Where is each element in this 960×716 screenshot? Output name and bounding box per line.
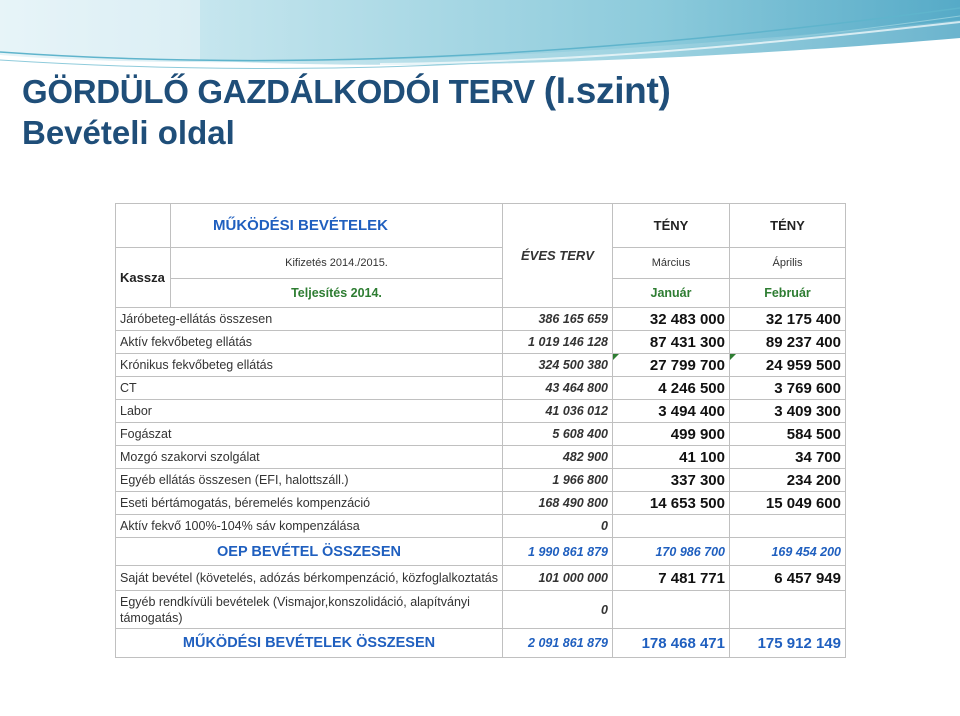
- row-value-col2-text: 24 959 500: [765, 356, 841, 374]
- slide-title-main: GÖRDÜLŐ GAZDÁLKODÓI TERV: [22, 73, 535, 110]
- row-label: Járóbeteg-ellátás összesen: [116, 308, 503, 331]
- row-plan-value: 1 966 800: [503, 469, 613, 492]
- table-row: [116, 354, 846, 377]
- comment-marker-icon: [730, 354, 736, 360]
- slide-title: [22, 70, 671, 112]
- header-col1-teny: TÉNY: [613, 204, 730, 248]
- row-value-col1: 32 483 000: [613, 308, 730, 331]
- table-row: [116, 331, 846, 354]
- row-value-col2: 32 175 400: [730, 308, 846, 331]
- header-blank-cell: [116, 204, 171, 248]
- grand-total-plan: 2 091 861 879: [503, 629, 613, 658]
- oep-total-plan: 1 990 861 879: [503, 538, 613, 566]
- row-label: Krónikus fekvőbeteg ellátás: [116, 354, 503, 377]
- grand-total-row: [116, 629, 846, 658]
- row-plan-value: 168 490 800: [503, 492, 613, 515]
- row-value-col2: 15 049 600: [730, 492, 846, 515]
- header-col2-teny: TÉNY: [730, 204, 846, 248]
- sajat-bevetel-row: [116, 566, 846, 591]
- grand-total-col2: 175 912 149: [730, 629, 846, 658]
- row-plan-value: 5 608 400: [503, 423, 613, 446]
- header-teljesites: Teljesítés 2014.: [171, 279, 503, 308]
- table-row: [116, 308, 846, 331]
- oep-total-label: OEP BEVÉTEL ÖSSZESEN: [116, 538, 503, 566]
- row-label: Aktív fekvőbeteg ellátás: [116, 331, 503, 354]
- row-value-col2: 34 700: [730, 446, 846, 469]
- revenue-table: [115, 203, 846, 658]
- table-row: [116, 492, 846, 515]
- table-row: [116, 377, 846, 400]
- sajat-bevetel-col2: 6 457 949: [730, 566, 846, 591]
- row-label: Mozgó szakorvi szolgálat: [116, 446, 503, 469]
- row-value-col2: 89 237 400: [730, 331, 846, 354]
- header-col1-teljesites: Január: [613, 279, 730, 308]
- header-col2-teljesites: Február: [730, 279, 846, 308]
- row-plan-value: 482 900: [503, 446, 613, 469]
- row-label: CT: [116, 377, 503, 400]
- row-value-col2: [730, 354, 846, 377]
- row-value-col2: 3 409 300: [730, 400, 846, 423]
- oep-total-row: [116, 538, 846, 566]
- header-kifizetes: Kifizetés 2014./2015.: [171, 248, 503, 279]
- row-plan-value: 324 500 380: [503, 354, 613, 377]
- table-row: [116, 423, 846, 446]
- row-label: Fogászat: [116, 423, 503, 446]
- comment-marker-icon: [613, 354, 619, 360]
- oep-total-col2: 169 454 200: [730, 538, 846, 566]
- row-plan-value: 0: [503, 515, 613, 538]
- row-value-col2: [730, 515, 846, 538]
- egyeb-bevetel-plan: 0: [503, 591, 613, 629]
- row-label: Eseti bértámogatás, béremelés kompenzáció: [116, 492, 503, 515]
- row-value-col1: 87 431 300: [613, 331, 730, 354]
- row-value-col2: 3 769 600: [730, 377, 846, 400]
- row-value-col1: 41 100: [613, 446, 730, 469]
- egyeb-bevetel-col1: [613, 591, 730, 629]
- revenue-table-container: [115, 203, 846, 658]
- row-plan-value: 1 019 146 128: [503, 331, 613, 354]
- header-col2-month: Április: [730, 248, 846, 279]
- row-value-col1: 4 246 500: [613, 377, 730, 400]
- row-value-col1: [613, 354, 730, 377]
- sajat-bevetel-label: Saját bevétel (követelés, adózás bérkompenzáció, közfoglalkoztatás: [116, 566, 503, 591]
- egyeb-bevetel-col2: [730, 591, 846, 629]
- sajat-bevetel-col1: 7 481 771: [613, 566, 730, 591]
- header-main-title: MŰKÖDÉSI BEVÉTELEK: [171, 204, 503, 248]
- row-label: Aktív fekvő 100%-104% sáv kompenzálása: [116, 515, 503, 538]
- sajat-bevetel-plan: 101 000 000: [503, 566, 613, 591]
- header-col1-month: Március: [613, 248, 730, 279]
- slide-title-suffix: (I.szint): [543, 70, 671, 111]
- row-value-col1: [613, 515, 730, 538]
- row-value-col2: 584 500: [730, 423, 846, 446]
- row-value-col2: 234 200: [730, 469, 846, 492]
- row-plan-value: 43 464 800: [503, 377, 613, 400]
- table-row: [116, 469, 846, 492]
- row-value-col1-text: 27 799 700: [649, 356, 725, 374]
- table-row: [116, 446, 846, 469]
- slide-subtitle: Bevételi oldal: [22, 114, 235, 151]
- row-plan-value: 386 165 659: [503, 308, 613, 331]
- egyeb-bevetel-row: [116, 591, 846, 629]
- table-row: [116, 400, 846, 423]
- row-label: Egyéb ellátás összesen (EFI, halottszáll.): [116, 469, 503, 492]
- header-eves-terv: ÉVES TERV: [503, 204, 613, 308]
- grand-total-col1: 178 468 471: [613, 629, 730, 658]
- row-value-col1: 3 494 400: [613, 400, 730, 423]
- row-value-col1: 337 300: [613, 469, 730, 492]
- row-value-col1: 499 900: [613, 423, 730, 446]
- row-label: Labor: [116, 400, 503, 423]
- grand-total-label: MŰKÖDÉSI BEVÉTELEK ÖSSZESEN: [116, 629, 503, 658]
- oep-total-col1: 170 986 700: [613, 538, 730, 566]
- row-value-col1: 14 653 500: [613, 492, 730, 515]
- egyeb-bevetel-label: Egyéb rendkívüli bevételek (Vismajor,konszolidáció, alapítványi támogatás): [116, 591, 503, 629]
- header-kassza: Kassza: [116, 248, 171, 308]
- row-plan-value: 41 036 012: [503, 400, 613, 423]
- table-row: [116, 515, 846, 538]
